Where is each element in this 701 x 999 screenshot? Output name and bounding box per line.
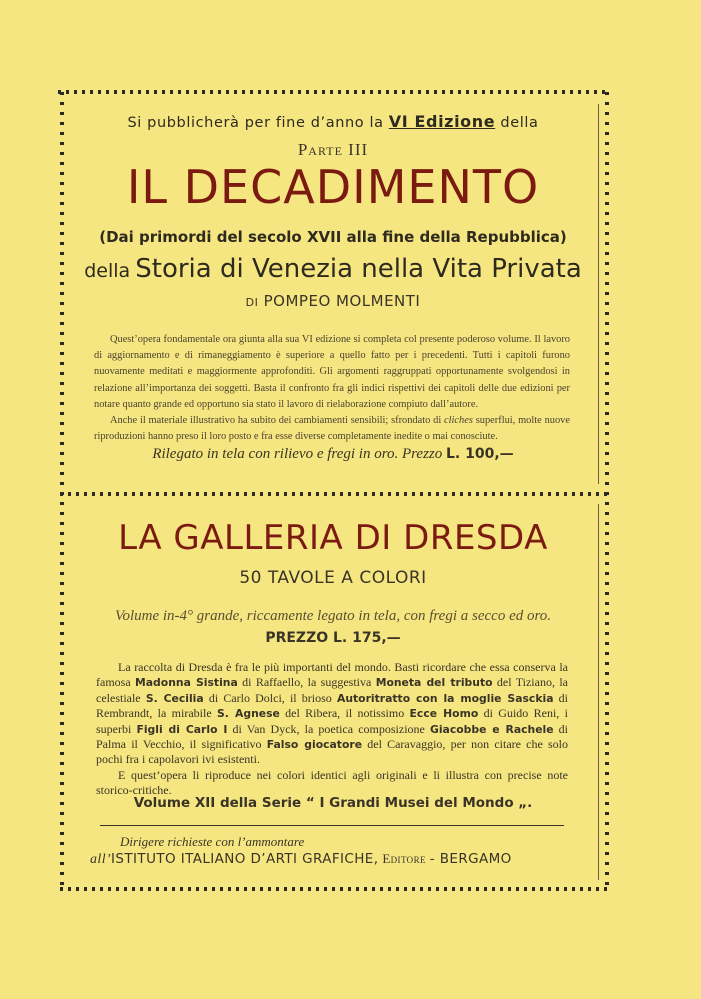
publisher-city: - BERGAMO (429, 851, 512, 867)
frame-right-border (605, 92, 609, 890)
cliches-word: cliches (444, 415, 473, 427)
galleria-dresda-advert (66, 498, 600, 886)
galleria-text: di Palma il Vecchio, il significativo (96, 721, 569, 752)
galleria-text: di Carlo Dolci, il brioso (203, 690, 337, 705)
galleria-title: LA GALLERIA DI DRESDA (118, 518, 548, 558)
description-paragraph-2-end: superflui, molte nuove riproduzioni hanno preso il loro posto e fra esse diverse completamente inedite o mai conosciute. (94, 415, 570, 443)
edition-label: VI Edizione (388, 112, 496, 131)
series-title-line (66, 254, 600, 284)
galleria-text: del Ribera, il notissimo (279, 706, 410, 721)
author-line (66, 292, 600, 310)
price-line (66, 446, 600, 463)
artwork-title: Autoritratto con la moglie Sasckia (336, 691, 554, 705)
publisher-line (90, 851, 512, 868)
artwork-title: Ecce Homo (409, 707, 479, 721)
description-paragraph-2 (94, 413, 570, 445)
announcement-text: Si pubblicherà per fine d’anno la (127, 115, 384, 131)
galleria-price: PREZZO L. 175,— (265, 630, 401, 646)
price-value: L. 100,— (446, 446, 514, 462)
galleria-text: del Tiziano, la celestiale (96, 675, 568, 705)
galleria-paragraph-2: E quest’opera li riproduce nei colori identici agli originali e li illustra con precise note storico-critiche. (96, 767, 568, 798)
artwork-title: Moneta del tributo (375, 676, 493, 690)
author-name: POMPEO MOLMENTI (263, 292, 421, 310)
artwork-title: S. Agnese (217, 707, 280, 721)
galleria-text: di Rembrandt, la mirabile (96, 690, 568, 721)
order-divider (100, 825, 564, 826)
description-text (94, 332, 570, 445)
series-title: Storia di Venezia nella Vita Privata (135, 254, 582, 284)
frame-top-border (58, 90, 610, 94)
decadimento-announcement (66, 96, 600, 488)
announcement-line (66, 112, 600, 131)
volume-description: Volume in-4° grande, riccamente legato in tela, con fregi a secco ed oro. (114, 608, 552, 624)
artwork-title: Figli di Carlo I (136, 722, 228, 736)
series-prefix: della (84, 260, 131, 282)
author-prefix: DI (245, 296, 259, 309)
artwork-title: Madonna Sistina (135, 676, 238, 690)
book-title: IL DECADIMENTO (126, 160, 540, 214)
publisher-name: ISTITUTO ITALIANO D’ARTI GRAFICHE, (111, 851, 379, 867)
series-note: Volume XII della Serie “ I Grandi Musei del Mondo „. (133, 795, 533, 811)
artwork-title: Giacobbe e Rachele (429, 722, 554, 736)
galleria-text: di Raffaello, la suggestiva (237, 675, 376, 690)
plates-count: 50 TAVOLE A COLORI (239, 568, 427, 588)
description-paragraph-1: Quest’opera fondamentale ora giunta alla sua VI edizione si completa col presente poderoso volume. Il lavoro di aggiornamento e di rimaneggiamento è superiore a quello fatto per i precedenti. Tutti i capitoli furono nuovamente meditati e maggiormente approfonditi. Gli argomenti raggruppati opportunamente svolgendosi in relazione all’importanza dei soggetti. Basta il confronto fra gli indici rispettivi dei capitoli delle due edizioni per notare quanto grande ed opportuno sia stato il lavoro di rielaborazione compiuto dall’autore. (94, 334, 570, 410)
frame-left-border (60, 92, 64, 890)
galleria-paragraph-1 (96, 660, 568, 768)
order-instructions: Dirigere richieste con l’ammontare (120, 834, 305, 849)
artwork-title: Falso giocatore (266, 738, 363, 752)
announcement-text-end: della (500, 115, 539, 131)
publisher-role: Editore (382, 851, 426, 866)
artwork-title: S. Cecilia (145, 691, 204, 705)
galleria-text: del Caravaggio, per non citare che solo pochi fra i capolavori ivi esistenti. (96, 737, 569, 767)
description-paragraph-2-start: Anche il materiale illustrativo ha subito dei cambiamenti sensibili; sfrondato di (110, 415, 442, 427)
publisher-prefix: all’ (90, 852, 112, 867)
frame-middle-border (60, 492, 610, 496)
galleria-text: di Guido Reni, i superbi (96, 706, 568, 736)
galleria-text: di Van Dyck, la poetica composizione (227, 721, 430, 736)
frame-bottom-border (60, 887, 608, 891)
book-subtitle: (Dai primordi del secolo XVII alla fine della Repubblica) (99, 228, 567, 246)
part-label: Parte III (297, 140, 369, 159)
galleria-description (96, 660, 568, 799)
binding-text: Rilegato in tela con rilievo e fregi in oro. Prezzo (152, 446, 443, 462)
galleria-text: La raccolta di Dresda è fra le più importanti del mondo. Basti ricordare che essa conserva la famosa (96, 660, 568, 690)
